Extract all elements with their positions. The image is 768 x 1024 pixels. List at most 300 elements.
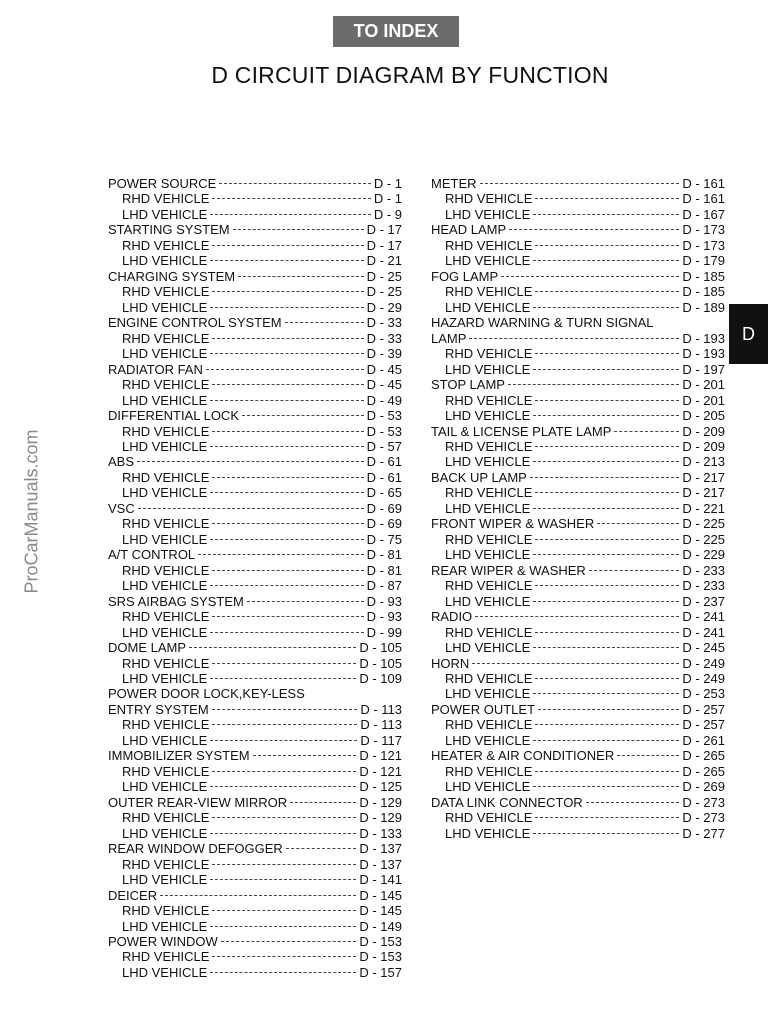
toc-entry-page: D - 65 xyxy=(366,485,402,501)
toc-entry[interactable] xyxy=(431,609,725,624)
toc-entry[interactable] xyxy=(108,362,402,377)
toc-entry-page: D - 205 xyxy=(682,408,725,424)
toc-entry-page: D - 209 xyxy=(682,423,725,439)
toc-entry-page: D - 201 xyxy=(682,377,725,393)
toc-entry-page: D - 129 xyxy=(359,810,402,826)
toc-entry-label: RHD VEHICLE xyxy=(122,717,210,733)
toc-entry[interactable] xyxy=(431,300,725,315)
toc-entry-page: D - 221 xyxy=(682,500,725,516)
dot-leader xyxy=(597,523,679,524)
toc-entry[interactable] xyxy=(108,609,402,624)
toc-entry-label: POWER SOURCE xyxy=(108,176,217,191)
toc-entry-label: RHD VEHICLE xyxy=(445,531,533,547)
dot-leader xyxy=(535,678,679,679)
toc-heading xyxy=(108,686,402,701)
dot-leader xyxy=(210,585,363,586)
toc-entry[interactable] xyxy=(431,547,725,562)
toc-entry-page: D - 145 xyxy=(359,903,402,919)
toc-entry-label: FOG LAMP xyxy=(431,268,499,284)
toc-entry[interactable] xyxy=(431,563,725,578)
dot-leader xyxy=(533,647,679,648)
toc-entry[interactable] xyxy=(431,826,725,841)
toc-entry-page: D - 257 xyxy=(682,701,725,717)
toc-entry-label: POWER DOOR LOCK,KEY-LESS xyxy=(108,686,305,702)
toc-entry-page: D - 39 xyxy=(366,346,402,362)
toc-entry[interactable] xyxy=(431,439,725,454)
toc-entry[interactable] xyxy=(108,269,402,284)
toc-entry[interactable] xyxy=(431,810,725,825)
toc-entry-label: LHD VEHICLE xyxy=(122,206,208,222)
dot-leader xyxy=(210,926,356,927)
toc-entry-page: D - 273 xyxy=(682,794,725,810)
toc-entry-label: TAIL & LICENSE PLATE LAMP xyxy=(431,423,612,439)
toc-entry[interactable] xyxy=(431,578,725,593)
toc-heading xyxy=(431,315,725,330)
toc-entry-label: POWER OUTLET xyxy=(431,701,536,717)
toc-entry[interactable] xyxy=(108,253,402,268)
toc-entry[interactable] xyxy=(431,377,725,392)
toc-entry-page: D - 157 xyxy=(359,964,402,980)
toc-entry[interactable] xyxy=(108,903,402,918)
toc-column-right xyxy=(431,176,725,841)
dot-leader xyxy=(212,245,363,246)
toc-entry[interactable] xyxy=(108,841,402,856)
toc-entry-page: D - 81 xyxy=(366,547,402,563)
toc-entry-label: IMMOBILIZER SYSTEM xyxy=(108,748,250,764)
toc-entry-label: HEATER & AIR CONDITIONER xyxy=(431,748,615,764)
toc-entry[interactable] xyxy=(431,485,725,500)
toc-entry-page: D - 273 xyxy=(682,810,725,826)
toc-entry-page: D - 25 xyxy=(366,268,402,284)
dot-leader xyxy=(535,771,679,772)
toc-entry-label: RHD VEHICLE xyxy=(122,191,210,207)
toc-entry[interactable] xyxy=(108,439,402,454)
toc-entry[interactable] xyxy=(108,810,402,825)
toc-entry[interactable] xyxy=(108,485,402,500)
toc-entry[interactable] xyxy=(108,702,402,717)
toc-entry-label: STARTING SYSTEM xyxy=(108,222,230,238)
toc-entry[interactable] xyxy=(431,640,725,655)
toc-entry[interactable] xyxy=(108,377,402,392)
toc-entry-page: D - 93 xyxy=(366,609,402,625)
dot-leader xyxy=(206,369,364,370)
dot-leader xyxy=(533,260,679,261)
dot-leader xyxy=(533,508,679,509)
toc-entry-page: D - 17 xyxy=(366,237,402,253)
toc-entry[interactable] xyxy=(108,748,402,763)
dot-leader xyxy=(535,291,679,292)
toc-entry[interactable] xyxy=(431,393,725,408)
toc-entry-page: D - 193 xyxy=(682,346,725,362)
toc-entry-label: LHD VEHICLE xyxy=(445,686,531,702)
toc-entry-page: D - 109 xyxy=(359,671,402,686)
toc-entry-label: LHD VEHICLE xyxy=(445,454,531,470)
toc-entry-label: HEAD LAMP xyxy=(431,222,507,238)
toc-entry[interactable] xyxy=(431,748,725,763)
toc-entry-label: LHD VEHICLE xyxy=(122,531,208,547)
toc-entry-label: RHD VEHICLE xyxy=(122,562,210,578)
toc-entry-page: D - 87 xyxy=(366,578,402,594)
toc-entry[interactable] xyxy=(431,702,725,717)
toc-entry[interactable] xyxy=(108,656,402,671)
toc-entry-page: D - 161 xyxy=(682,191,725,207)
toc-entry-label: DATA LINK CONNECTOR xyxy=(431,794,583,810)
toc-entry[interactable] xyxy=(108,191,402,206)
toc-entry-label: LHD VEHICLE xyxy=(122,485,208,501)
toc-entry[interactable] xyxy=(431,625,725,640)
dot-leader xyxy=(533,214,679,215)
toc-entry-page: D - 137 xyxy=(359,856,402,872)
dot-leader xyxy=(475,616,679,617)
dot-leader xyxy=(535,492,679,493)
toc-entry-page: D - 69 xyxy=(366,500,402,516)
toc-entry[interactable] xyxy=(108,826,402,841)
toc-entry[interactable] xyxy=(108,872,402,887)
toc-entry[interactable] xyxy=(108,779,402,794)
toc-entry-label: HAZARD WARNING & TURN SIGNAL xyxy=(431,315,654,331)
toc-entry-label: RHD VEHICLE xyxy=(122,763,210,779)
dot-leader xyxy=(212,724,357,725)
toc-entry-label: A/T CONTROL xyxy=(108,547,196,563)
toc-entry-label: RHD VEHICLE xyxy=(445,578,533,594)
dot-leader xyxy=(219,183,370,184)
toc-entry-label: LHD VEHICLE xyxy=(122,299,208,315)
toc-entry-page: D - 33 xyxy=(366,330,402,346)
toc-entry-page: D - 161 xyxy=(682,176,725,191)
dot-leader xyxy=(212,291,363,292)
dot-leader xyxy=(212,709,358,710)
toc-entry-page: D - 173 xyxy=(682,222,725,238)
dot-leader xyxy=(533,601,679,602)
dot-leader xyxy=(533,554,679,555)
toc-entry[interactable] xyxy=(431,253,725,268)
toc-entry-page: D - 209 xyxy=(682,438,725,454)
toc-entry[interactable] xyxy=(108,857,402,872)
toc-entry[interactable] xyxy=(108,222,402,237)
toc-entry-page: D - 49 xyxy=(366,392,402,408)
toc-entry[interactable] xyxy=(431,191,725,206)
toc-entry-page: D - 45 xyxy=(366,377,402,393)
dot-leader xyxy=(533,693,679,694)
toc-entry[interactable] xyxy=(108,238,402,253)
toc-entry-page: D - 185 xyxy=(682,284,725,300)
toc-entry[interactable] xyxy=(108,795,402,810)
toc-entry-label: LHD VEHICLE xyxy=(445,779,531,795)
dot-leader xyxy=(533,369,679,370)
dot-leader xyxy=(210,786,356,787)
toc-entry-label: LHD VEHICLE xyxy=(122,392,208,408)
toc-entry-page: D - 81 xyxy=(366,562,402,578)
dot-leader xyxy=(212,910,356,911)
toc-entry-page: D - 167 xyxy=(682,206,725,222)
dot-leader xyxy=(535,817,679,818)
toc-entry-label: LHD VEHICLE xyxy=(445,500,531,516)
toc-entry-page: D - 233 xyxy=(682,578,725,594)
toc-entry-label: REAR WIPER & WASHER xyxy=(431,562,586,578)
toc-entry-label: LHD VEHICLE xyxy=(445,206,531,222)
toc-entry-page: D - 113 xyxy=(360,717,402,733)
toc-entry[interactable] xyxy=(431,176,725,191)
dot-leader xyxy=(210,446,363,447)
toc-entry-page: D - 75 xyxy=(366,531,402,547)
dot-leader xyxy=(198,554,363,555)
toc-entry[interactable] xyxy=(108,346,402,361)
toc-entry-label: RHD VEHICLE xyxy=(445,624,533,640)
toc-entry-label: RHD VEHICLE xyxy=(122,856,210,872)
toc-entry[interactable] xyxy=(431,346,725,361)
toc-entry[interactable] xyxy=(108,532,402,547)
toc-entry-label: CHARGING SYSTEM xyxy=(108,268,236,284)
dot-leader xyxy=(212,431,363,432)
dot-leader xyxy=(533,307,679,308)
toc-entry[interactable] xyxy=(431,501,725,516)
toc-entry-page: D - 93 xyxy=(366,593,402,609)
toc-entry[interactable] xyxy=(431,207,725,222)
dot-leader xyxy=(210,214,371,215)
toc-entry-label: SRS AIRBAG SYSTEM xyxy=(108,593,244,609)
toc-entry-page: D - 153 xyxy=(359,949,402,965)
toc-entry[interactable] xyxy=(108,424,402,439)
dot-leader xyxy=(212,198,370,199)
toc-entry[interactable] xyxy=(431,284,725,299)
toc-entry-label: RHD VEHICLE xyxy=(445,191,533,207)
toc-entry-page: D - 121 xyxy=(359,748,402,764)
toc-entry[interactable] xyxy=(431,795,725,810)
dot-leader xyxy=(212,384,363,385)
dot-leader xyxy=(210,307,363,308)
toc-entry-label: ENTRY SYSTEM xyxy=(108,701,209,717)
toc-entry-label: RHD VEHICLE xyxy=(445,392,533,408)
dot-leader xyxy=(509,229,679,230)
toc-entry[interactable] xyxy=(431,222,725,237)
toc-entry-page: D - 193 xyxy=(682,330,725,346)
toc-entry-page: D - 189 xyxy=(682,299,725,315)
toc-entry[interactable] xyxy=(108,331,402,346)
dot-leader xyxy=(535,400,679,401)
toc-entry[interactable] xyxy=(108,671,402,686)
toc-entry-label: LHD VEHICLE xyxy=(445,299,531,315)
toc-entry-label: RHD VEHICLE xyxy=(445,284,533,300)
dot-leader xyxy=(210,632,363,633)
toc-entry-label: HORN xyxy=(431,655,470,671)
toc-entry[interactable] xyxy=(431,532,725,547)
toc-entry[interactable] xyxy=(431,424,725,439)
toc-entry[interactable] xyxy=(431,686,725,701)
toc-entry[interactable] xyxy=(108,717,402,732)
toc-entry-label: RHD VEHICLE xyxy=(445,810,533,826)
to-index-button[interactable]: TO INDEX xyxy=(333,16,459,47)
toc-entry[interactable] xyxy=(108,919,402,934)
toc-entry-page: D - 269 xyxy=(682,779,725,795)
toc-entry-page: D - 29 xyxy=(366,299,402,315)
toc-entry-label: OUTER REAR-VIEW MIRROR xyxy=(108,794,288,810)
dot-leader xyxy=(589,570,680,571)
toc-entry-page: D - 53 xyxy=(366,408,402,424)
toc-entry-label: RHD VEHICLE xyxy=(445,763,533,779)
toc-entry-label: RHD VEHICLE xyxy=(122,469,210,485)
toc-entry-page: D - 197 xyxy=(682,361,725,377)
toc-entry[interactable] xyxy=(431,470,725,485)
toc-entry-page: D - 277 xyxy=(682,825,725,841)
dot-leader xyxy=(210,353,363,354)
toc-entry-page: D - 249 xyxy=(682,655,725,671)
toc-entry[interactable] xyxy=(108,594,402,609)
dot-leader xyxy=(221,941,357,942)
toc-entry[interactable] xyxy=(431,331,725,346)
dot-leader xyxy=(212,338,363,339)
dot-leader xyxy=(501,276,679,277)
toc-entry-label: LHD VEHICLE xyxy=(445,547,531,563)
toc-entry[interactable] xyxy=(108,965,402,980)
toc-entry-page: D - 105 xyxy=(359,640,402,656)
dot-leader xyxy=(533,786,679,787)
dot-leader xyxy=(212,523,363,524)
toc-entry-label: LHD VEHICLE xyxy=(122,671,208,686)
toc-entry[interactable] xyxy=(108,547,402,562)
toc-entry[interactable] xyxy=(108,578,402,593)
toc-entry-page: D - 105 xyxy=(359,655,402,671)
dot-leader xyxy=(247,601,364,602)
toc-entry[interactable] xyxy=(108,625,402,640)
toc-entry[interactable] xyxy=(108,470,402,485)
dot-leader xyxy=(210,879,356,880)
toc-entry[interactable] xyxy=(108,888,402,903)
toc-entry[interactable] xyxy=(108,454,402,469)
toc-entry-page: D - 241 xyxy=(682,609,725,625)
toc-entry[interactable] xyxy=(108,207,402,222)
toc-entry-label: REAR WINDOW DEFOGGER xyxy=(108,841,283,857)
toc-entry[interactable] xyxy=(431,269,725,284)
toc-entry[interactable] xyxy=(108,393,402,408)
dot-leader xyxy=(535,632,679,633)
toc-entry-page: D - 229 xyxy=(682,547,725,563)
section-tab-d: D xyxy=(729,304,768,364)
dot-leader xyxy=(138,508,364,509)
toc-entry[interactable] xyxy=(431,717,725,732)
toc-entry[interactable] xyxy=(431,516,725,531)
toc-entry-page: D - 21 xyxy=(366,253,402,269)
toc-entry[interactable] xyxy=(108,764,402,779)
dot-leader xyxy=(253,755,357,756)
toc-entry[interactable] xyxy=(108,563,402,578)
toc-entry[interactable] xyxy=(431,656,725,671)
toc-entry-label: VSC xyxy=(108,500,135,516)
dot-leader xyxy=(210,260,363,261)
toc-entry[interactable] xyxy=(431,362,725,377)
toc-entry-label: RHD VEHICLE xyxy=(122,949,210,965)
toc-entry-label: RHD VEHICLE xyxy=(445,237,533,253)
dot-leader xyxy=(586,802,680,803)
toc-entry[interactable] xyxy=(108,176,402,191)
toc-entry[interactable] xyxy=(431,594,725,609)
toc-entry-page: D - 61 xyxy=(366,454,402,470)
toc-entry[interactable] xyxy=(431,779,725,794)
toc-entry-page: D - 265 xyxy=(682,763,725,779)
toc-entry-label: RHD VEHICLE xyxy=(122,516,210,532)
toc-entry-label: DEICER xyxy=(108,887,158,903)
toc-entry-label: RHD VEHICLE xyxy=(445,438,533,454)
toc-entry[interactable] xyxy=(108,315,402,330)
dot-leader xyxy=(210,740,357,741)
dot-leader xyxy=(535,353,679,354)
dot-leader xyxy=(530,477,680,478)
toc-entry-page: D - 225 xyxy=(682,516,725,532)
toc-entry[interactable] xyxy=(431,764,725,779)
toc-entry[interactable] xyxy=(108,501,402,516)
dot-leader xyxy=(137,461,364,462)
toc-entry[interactable] xyxy=(431,454,725,469)
toc-entry[interactable] xyxy=(431,733,725,748)
toc-entry[interactable] xyxy=(431,238,725,253)
toc-entry-label: LHD VEHICLE xyxy=(445,408,531,424)
toc-entry-label: RHD VEHICLE xyxy=(122,284,210,300)
toc-entry-label: RHD VEHICLE xyxy=(122,377,210,393)
toc-entry[interactable] xyxy=(108,640,402,655)
toc-entry-label: LHD VEHICLE xyxy=(122,438,208,454)
dot-leader xyxy=(472,663,679,664)
toc-entry[interactable] xyxy=(108,516,402,531)
toc-entry-label: LHD VEHICLE xyxy=(122,624,208,640)
toc-entry-label: LHD VEHICLE xyxy=(122,346,208,362)
toc-entry[interactable] xyxy=(108,284,402,299)
toc-entry-page: D - 261 xyxy=(682,732,725,748)
toc-entry-page: D - 53 xyxy=(366,423,402,439)
toc-entry-label: METER xyxy=(431,176,477,191)
toc-entry-label: BACK UP LAMP xyxy=(431,469,527,485)
toc-entry-page: D - 245 xyxy=(682,640,725,656)
dot-leader xyxy=(617,755,679,756)
dot-leader xyxy=(210,400,363,401)
dot-leader xyxy=(535,198,679,199)
dot-leader xyxy=(212,771,356,772)
toc-entry-page: D - 61 xyxy=(366,469,402,485)
toc-entry[interactable] xyxy=(431,408,725,423)
toc-entry-page: D - 173 xyxy=(682,237,725,253)
dot-leader xyxy=(212,956,356,957)
dot-leader xyxy=(160,895,356,896)
toc-entry[interactable] xyxy=(108,733,402,748)
dot-leader xyxy=(285,322,364,323)
toc-entry-page: D - 217 xyxy=(682,469,725,485)
toc-entry-page: D - 249 xyxy=(682,671,725,686)
toc-entry[interactable] xyxy=(108,949,402,964)
toc-entry-page: D - 153 xyxy=(359,933,402,949)
dot-leader xyxy=(533,833,679,834)
toc-entry[interactable] xyxy=(108,408,402,423)
toc-entry[interactable] xyxy=(431,671,725,686)
dot-leader xyxy=(212,817,356,818)
dot-leader xyxy=(242,415,364,416)
page-title: D CIRCUIT DIAGRAM BY FUNCTION xyxy=(211,62,609,88)
toc-entry-label: RADIATOR FAN xyxy=(108,361,203,377)
toc-entry-page: D - 1 xyxy=(373,191,402,207)
toc-entry-page: D - 33 xyxy=(366,315,402,331)
dot-leader xyxy=(533,461,679,462)
toc-entry-page: D - 121 xyxy=(359,763,402,779)
toc-entry-label: RHD VEHICLE xyxy=(122,810,210,826)
toc-entry-label: RHD VEHICLE xyxy=(122,237,210,253)
toc-entry-page: D - 145 xyxy=(359,887,402,903)
dot-leader xyxy=(533,740,679,741)
toc-entry-label: LHD VEHICLE xyxy=(122,872,208,888)
toc-entry-page: D - 201 xyxy=(682,392,725,408)
toc-entry[interactable] xyxy=(108,300,402,315)
toc-entry-label: LHD VEHICLE xyxy=(445,640,531,656)
toc-entry-label: ABS xyxy=(108,454,135,470)
toc-entry[interactable] xyxy=(108,934,402,949)
dot-leader xyxy=(238,276,363,277)
toc-entry-page: D - 117 xyxy=(360,732,402,748)
